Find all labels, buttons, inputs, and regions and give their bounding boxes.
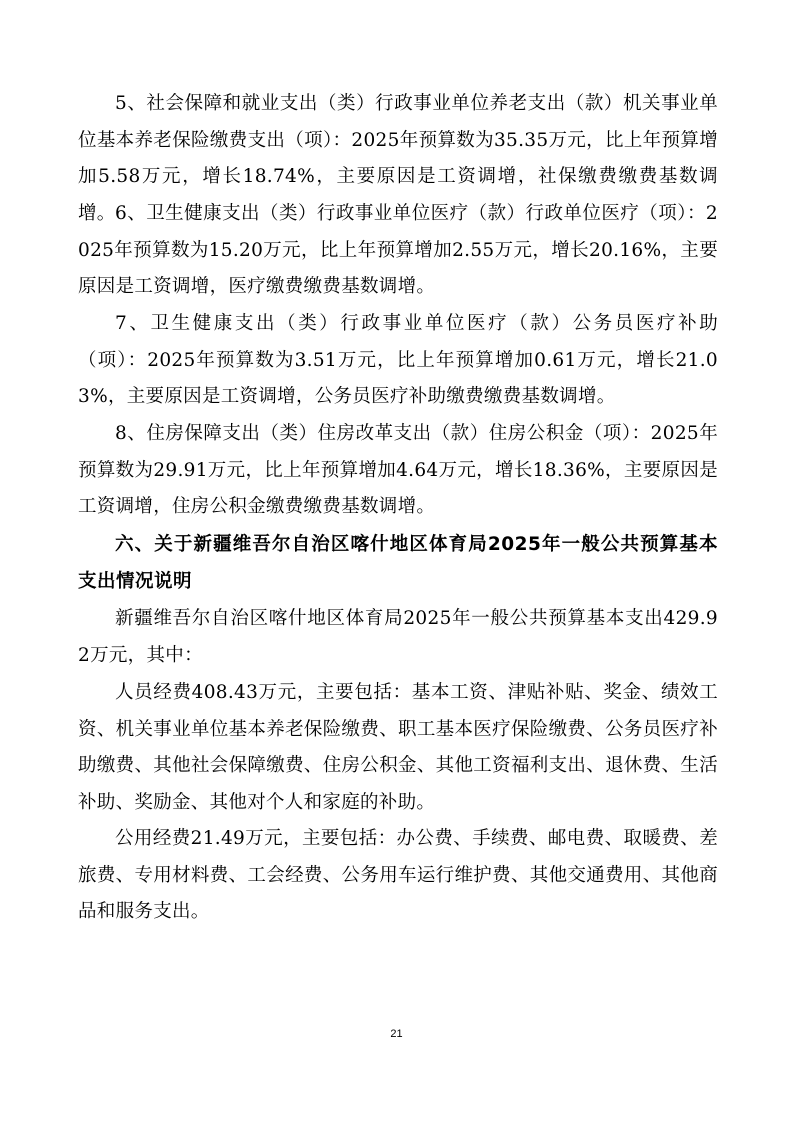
- paragraph-public-expenses: 公用经费21.49万元，主要包括：办公费、手续费、邮电费、取暖费、差旅费、专用材料费、工会经费、公务用车运行维护费、其他交通费用、其他商品和服务支出。: [78, 828, 718, 922]
- paragraph-health-civil-servant-medical-subsidy: 7、卫生健康支出（类）行政事业单位医疗（款）公务员医疗补助（项）：2025年预算数为3.51万元，比上年预算增加0.61万元，增长21.03%，主要原因是工资调增，公务员医疗补助缴费缴费基数调增。: [78, 313, 718, 407]
- paragraph-social-security-pension: 5、社会保障和就业支出（类）行政事业单位养老支出（款）机关事业单位基本养老保险缴费支出（项）：2025年预算数为35.35万元，比上年预算增加5.58万元，增长18.74%，主要原因是工资调增，社保缴费缴费基数调增。: [78, 93, 718, 224]
- section-heading: 六、关于新疆维吾尔自治区喀什地区体育局2025年一般公共预算基本支出情况说明: [78, 534, 718, 592]
- page-number: 21: [390, 1028, 403, 1040]
- paragraph-basic-expenditure-total: 新疆维吾尔自治区喀什地区体育局2025年一般公共预算基本支出429.92万元，其中：: [78, 608, 718, 666]
- paragraph-health-administrative-medical: 6、卫生健康支出（类）行政事业单位医疗（款）行政单位医疗（项）：2025年预算数为15.20万元，比上年预算增加2.55万元，增长20.16%，主要原因是工资调增，医疗缴费缴费基数调增。: [78, 203, 718, 297]
- paragraph-personnel-expenses: 人员经费408.43万元，主要包括：基本工资、津贴补贴、奖金、绩效工资、机关事业单位基本养老保险缴费、职工基本医疗保险缴费、公务员医疗补助缴费、其他社会保障缴费、住房公积金、其他工资福利支出、退休费、生活补助、奖励金、其他对个人和家庭的补助。: [78, 682, 718, 813]
- paragraph-housing-provident-fund: 8、住房保障支出（类）住房改革支出（款）住房公积金（项）：2025年预算数为29.91万元，比上年预算增加4.64万元，增长18.36%，主要原因是工资调增，住房公积金缴费缴费基数调增。: [78, 423, 718, 517]
